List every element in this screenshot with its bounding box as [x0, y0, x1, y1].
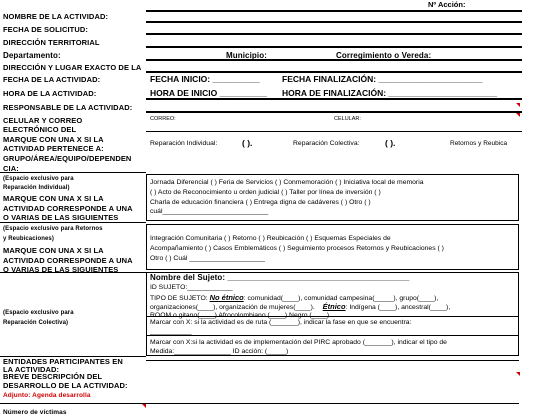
celular-label-2: ELECTRÓNICO DEL: [3, 125, 77, 134]
municipio-label: Municipio:: [226, 51, 267, 60]
ret-label-4: ACTIVIDAD CORRESPONDE A UNA: [3, 256, 133, 265]
section-divider: [0, 403, 146, 404]
marque-grupo-label-4: CIA:: [3, 164, 19, 173]
fecha-actividad-label: FECHA DE LA ACTIVIDAD:: [3, 75, 101, 84]
direccion-territorial-label: DIRECCIÓN TERRITORIAL: [3, 38, 100, 47]
section-divider: [0, 272, 146, 273]
col-label-2: Reparación Colectiva): [3, 320, 69, 326]
comment-marker-icon: [516, 103, 520, 107]
comment-marker-icon: [516, 113, 520, 117]
etnico-label: Étnico: [322, 302, 346, 311]
rep-ind-label-5: O VARIAS DE LAS SIGUIENTES: [3, 213, 119, 222]
nombre-sujeto-field[interactable]: Nombre del Sujeto: ________________________________________: [150, 273, 410, 282]
colectiva-divider: [146, 335, 519, 336]
section-divider: [0, 356, 146, 357]
accion-label: Nº Acción:: [428, 0, 466, 9]
tipo-sujeto-prefix: TIPO DE SUJETO:: [150, 295, 208, 302]
section-divider: [0, 222, 146, 223]
fecha-solicitud-label: FECHA DE SOLICITUD:: [3, 25, 88, 34]
celular-label-1: CELULAR Y CORREO: [3, 116, 83, 125]
top-rule: [146, 10, 522, 12]
entidades-label-1: ENTIDADES PARTICIPANTES EN: [3, 357, 123, 366]
entidades-label-2: LA ACTIVIDAD:: [3, 365, 60, 374]
marque-grupo-label-1: MARQUE CON UNA X SI LA: [3, 135, 104, 144]
retornos-line-1[interactable]: Integración Comunitaria ( ) Retorno ( ) Reubicación ( ) Esquemas Especiales de: [150, 235, 391, 242]
hora-actividad-label: HORA DE LA ACTIVIDAD:: [3, 89, 97, 98]
comment-marker-icon: [516, 372, 520, 376]
retornos-line-2[interactable]: Acompañamiento ( ) Casos Emblemáticos ( ) Seguimiento procesos Retornos y Reubicaciones ( ): [150, 245, 444, 252]
organizaciones-field[interactable]: organizaciones(____), organización de mujeres(____).: [150, 304, 315, 311]
individual-line-4[interactable]: cuál____________________________: [150, 208, 269, 215]
breve-label-1: BREVE DESCRIPCIÓN DEL: [3, 372, 103, 381]
fecha-fin-field[interactable]: FECHA FINALIZACIÓN: ______________________: [282, 74, 483, 84]
rep-ind-label-2: Reparación Individual): [3, 185, 70, 191]
rep-ind-label-3: MARQUE CON UNA X SI LA: [3, 194, 104, 203]
direccion-lugar-field[interactable]: [146, 71, 522, 73]
nombre-field[interactable]: [146, 21, 522, 23]
descripcion-field[interactable]: [146, 403, 519, 404]
reparacion-colectiva-checkbox[interactable]: ( ).: [385, 138, 396, 148]
tipo-sujeto-line-3[interactable]: ROOM o gitano(____) Afrocolombiano (____) Negro (____): [150, 312, 330, 319]
departamento-field[interactable]: [146, 59, 522, 61]
breve-label-2: DESARROLLO DE LA ACTIVIDAD:: [3, 381, 128, 390]
reparacion-individual-checkbox[interactable]: ( ).: [242, 138, 253, 148]
marque-grupo-label-3: GRUPO/ÁREA/EQUIPO/DEPENDEN: [3, 154, 132, 163]
contacto-rule: [146, 131, 522, 132]
individual-line-2[interactable]: ( ) Acto de Reconocimiento u orden judicial ( ) Taller por línea de inversión ( ): [150, 189, 381, 196]
adjunto-label: Adjunto: Agenda desarrolla: [3, 392, 91, 399]
retornos-line-3[interactable]: Otro ( ) Cuál ____________________: [150, 255, 265, 262]
comment-marker-icon: [142, 404, 146, 408]
tipo-sujeto-rest[interactable]: : comunidad(____), comunidad campesina(_____), grupo(____),: [243, 295, 439, 302]
medida-field[interactable]: Medida:_______________ ID acción: (_____): [150, 348, 289, 355]
nombre-label: NOMBRE DE LA ACTIVIDAD:: [3, 12, 109, 21]
pirc-field[interactable]: Marcar con X:si la actividad es de implementación del PIRC aprobado (_______), indicar el tipo de: [150, 339, 447, 346]
ret-label-3: MARQUE CON UNA X SI LA: [3, 246, 104, 255]
hora-inicio-field[interactable]: HORA DE INICIO __________: [150, 88, 267, 98]
reparacion-colectiva-label: Reparación Colectiva:: [293, 140, 360, 147]
ret-label-1: (Espacio exclusivo para Retornos: [3, 226, 103, 232]
hora-rule: [146, 98, 522, 100]
departamento-label: Departamento:: [3, 51, 61, 60]
no-etnico-label: No étnico: [209, 293, 244, 302]
ruta-fase-field[interactable]: ___________: [150, 328, 192, 335]
section-divider: [0, 172, 146, 173]
retornos-label: Retornos y Reubica: [450, 140, 508, 147]
col-label-1: (Espacio exclusivo para: [3, 310, 74, 316]
direccion-territorial-field[interactable]: [146, 46, 522, 48]
rep-ind-label-1: (Espacio exclusivo para: [3, 176, 74, 182]
direccion-lugar-label: DIRECCIÓN Y LUGAR EXACTO DE LA: [3, 63, 142, 72]
ruta-field[interactable]: Marcar con X: si la actividad es de ruta (_______), indicar la fase en que se encuentra:: [150, 319, 412, 326]
individual-line-1[interactable]: Jornada Diferencial ( ) Feria de Servicios ( ) Conmemoración ( ) Iniciativa local de memoria: [150, 179, 424, 186]
fecha-solicitud-field[interactable]: [146, 33, 522, 35]
correo-label: CORREO:: [150, 116, 176, 122]
corregimiento-label: Corregimiento o Vereda:: [336, 51, 432, 60]
colectiva-divider: [146, 316, 519, 317]
victimas-label: Número de víctimas: [3, 409, 67, 416]
individual-line-3[interactable]: Charla de educación financiera ( ) Entrega digna de cadáveres ( ) Otro ( ): [150, 199, 371, 206]
celular-label: CELULAR:: [334, 116, 361, 122]
id-sujeto-field[interactable]: ID SUJETO:____________: [150, 284, 233, 291]
hora-fin-field[interactable]: HORA DE FINALIZACIÓN: _______________________: [282, 88, 498, 98]
ret-label-2: y Reubicaciones): [3, 236, 54, 242]
responsable-field[interactable]: [146, 111, 522, 113]
rep-ind-label-4: ACTIVIDAD CORRESPONDE A UNA: [3, 204, 133, 213]
entidades-field[interactable]: [146, 360, 519, 361]
responsable-label: RESPONSABLE DE LA ACTIVIDAD:: [3, 103, 133, 112]
fecha-inicio-field[interactable]: FECHA INICIO: __________: [150, 74, 260, 84]
etnico-options[interactable]: : Indígena (____), ancestral(____),: [345, 304, 451, 311]
reparacion-individual-label: Reparación Individual:: [150, 140, 218, 147]
marque-grupo-label-2: ACTIVIDAD PERTENECE A:: [3, 144, 104, 153]
ret-label-5: O VARIAS DE LAS SIGUIENTES: [3, 265, 119, 274]
